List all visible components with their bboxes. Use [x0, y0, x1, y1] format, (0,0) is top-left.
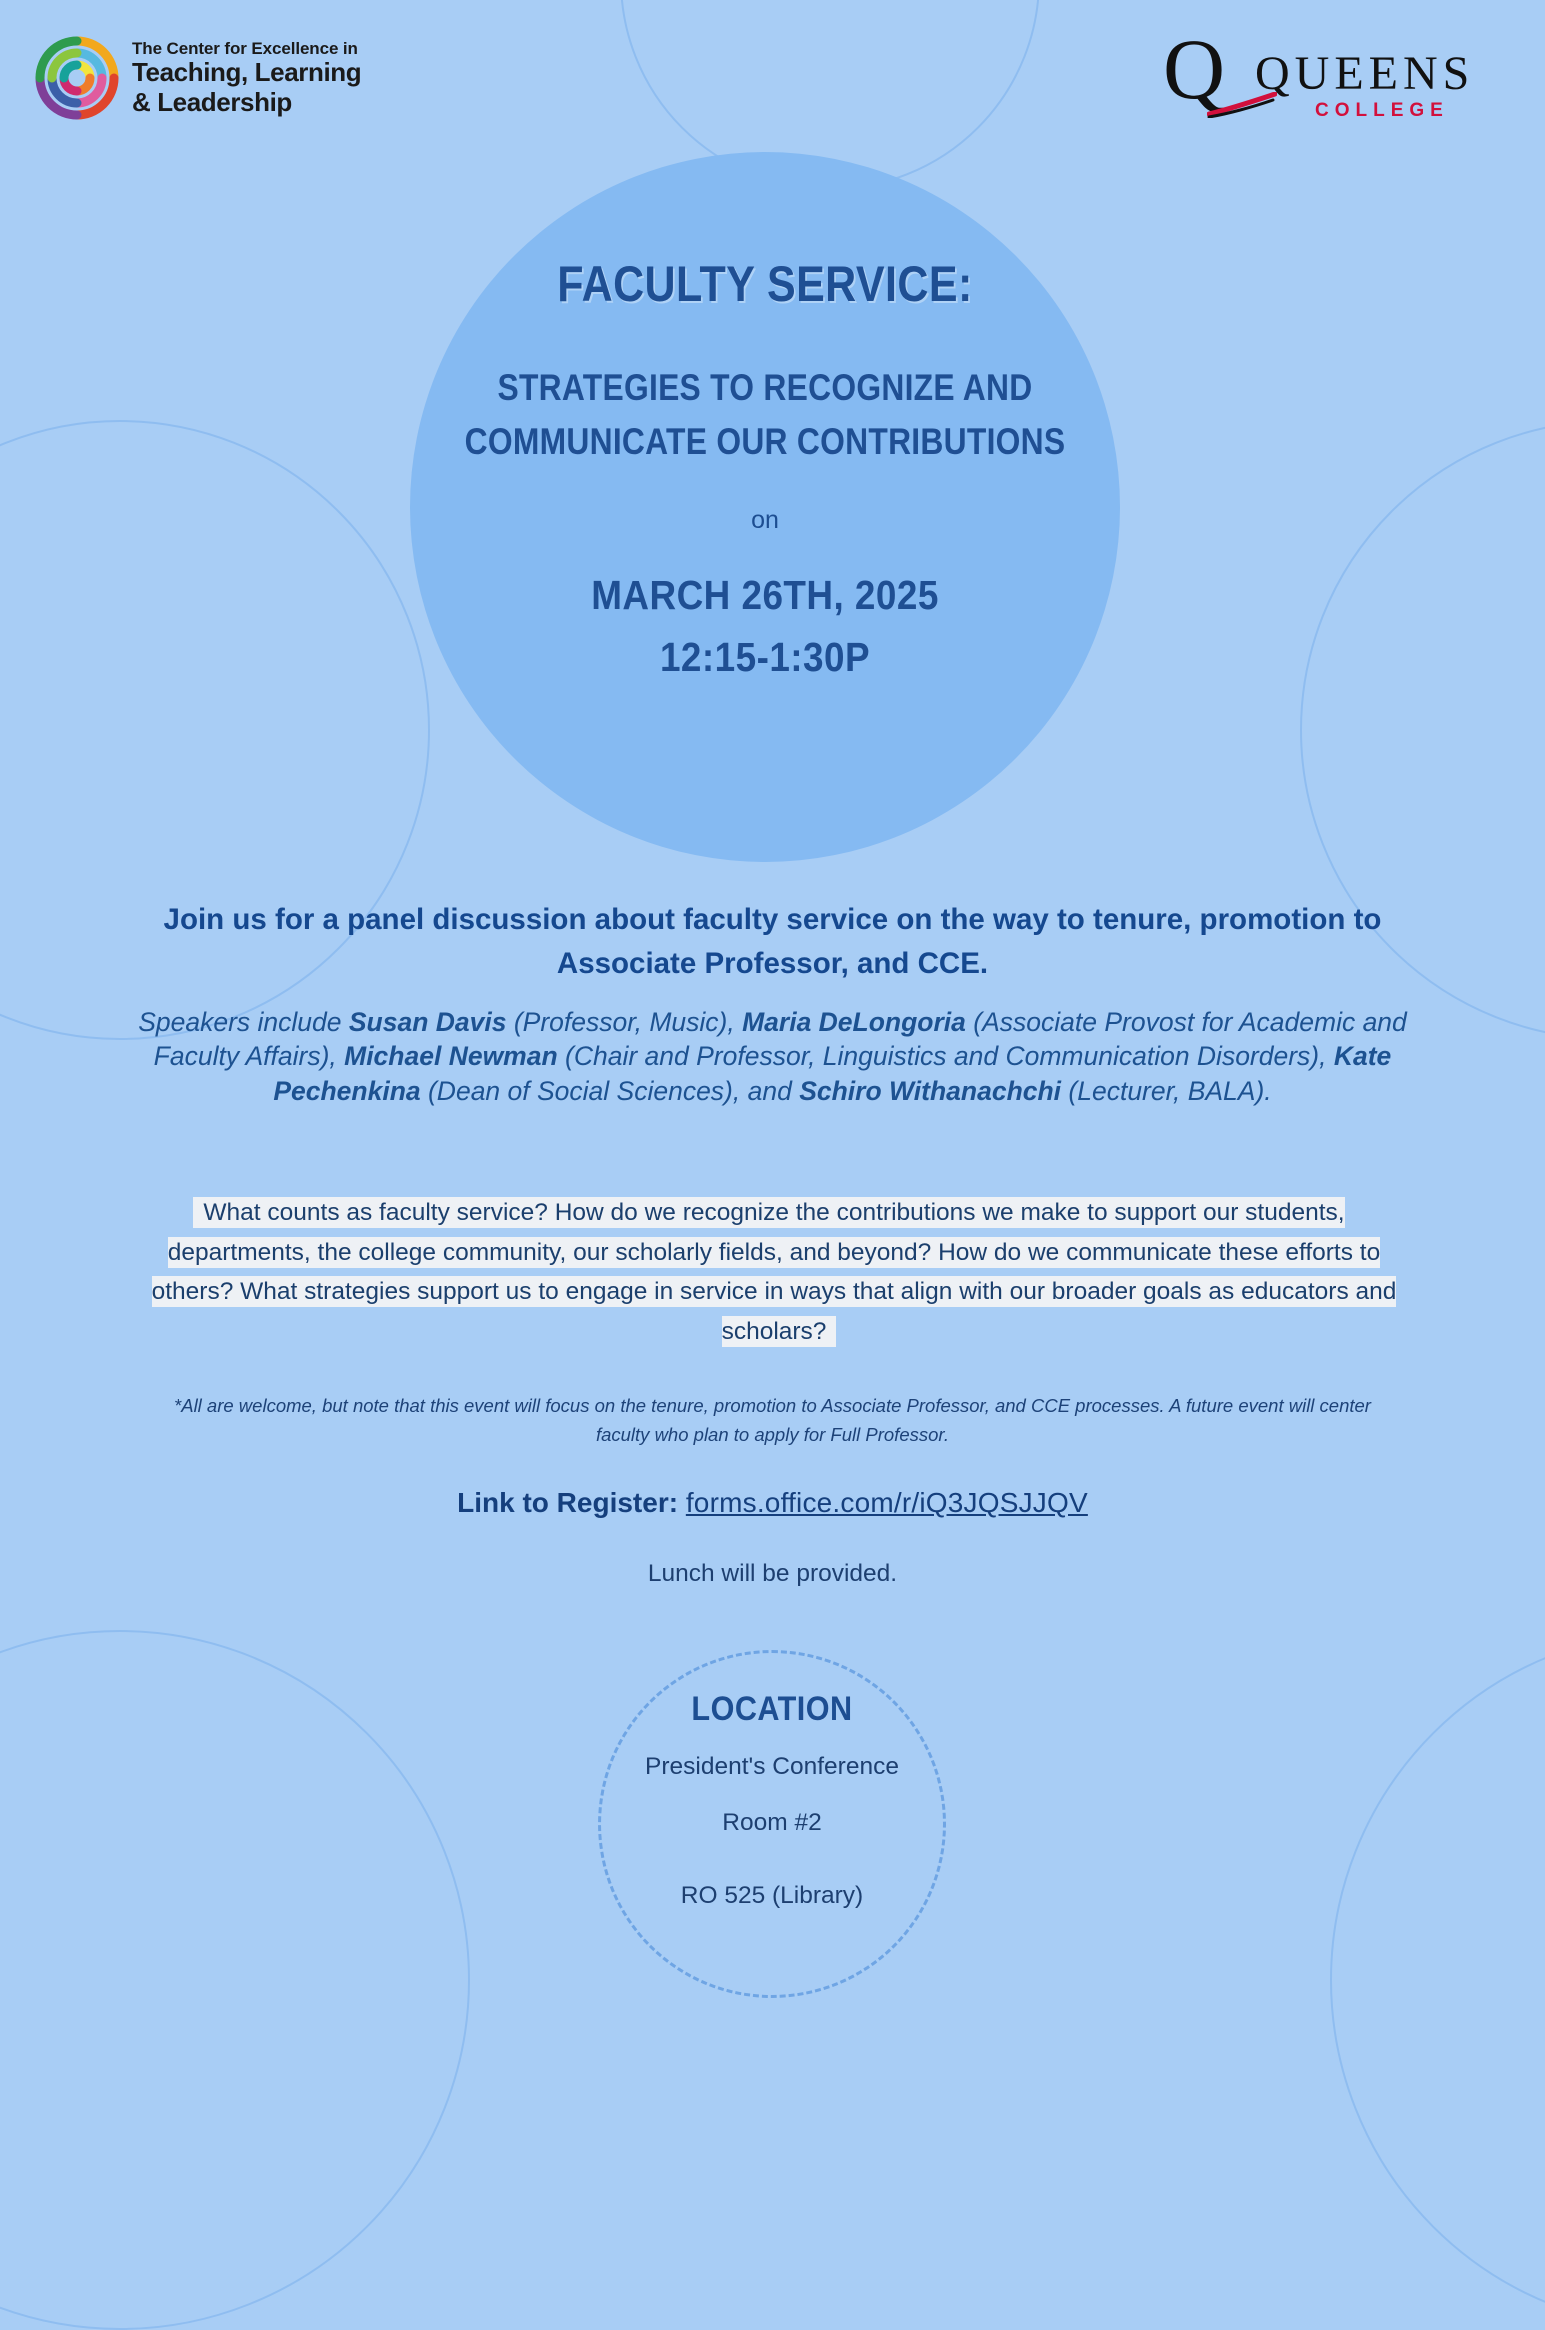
speaker-affiliation: (Associate Provost for Academic and Faculty Affairs), — [153, 1007, 1407, 1072]
speaker-affiliation: (Lecturer, BALA). — [1061, 1075, 1272, 1106]
speaker-affiliation: (Dean of Social Sciences), and — [420, 1075, 800, 1106]
connector-text: on — [751, 506, 779, 535]
register-link[interactable]: forms.office.com/r/iQ3JQSJJQV — [685, 1487, 1088, 1518]
footnote: *All are welcome, but note that this event will focus on the tenure, promotion to Associate Professor, and CCE processes. A future event will center faculty who plan to apply for Full Professor. — [174, 1395, 1371, 1445]
location-block — [580, 1690, 964, 1910]
background-circle-bottom-right — [1330, 1630, 1545, 2330]
questions-text: What counts as faculty service? How do we recognize the contributions we make to support our students, departments, the college community, our scholarly fields, and beyond? How do we communicate these efforts to others? What strategies support us to engage in service in ways that align with our broader goals as educators and scholars? — [151, 1199, 1397, 1346]
cetl-logo-text — [132, 39, 361, 118]
page-subtitle — [460, 361, 1071, 468]
queens-q-mark: Q — [1163, 21, 1226, 117]
queens-college-logo — [1163, 21, 1503, 124]
cetl-line-2: Teaching, Learning — [132, 57, 362, 88]
speaker-affiliation: (Professor, Music), — [506, 1007, 743, 1037]
questions-paragraph — [148, 1193, 1400, 1352]
hero-block — [410, 255, 1120, 688]
page-subtitle-line-1: STRATEGIES TO RECOGNIZE AND — [497, 367, 1033, 408]
speaker-name: Kate Pechenkina — [273, 1041, 1392, 1106]
swirl-icon — [34, 35, 120, 121]
registration-line — [150, 1487, 1395, 1519]
page-subtitle-line-2: COMMUNICATE OUR CONTRIBUTIONS — [464, 420, 1066, 462]
speaker-name: Michael Newman — [344, 1041, 558, 1072]
lead-paragraph: Join us for a panel discussion about faculty service on the way to tenure, promotion to Associate Professor, and CCE. — [163, 903, 1382, 981]
speaker-affiliation: (Chair and Professor, Linguistics and Communication Disorders), — [557, 1041, 1334, 1072]
event-datetime — [446, 565, 1085, 688]
background-circle-bottom-left — [0, 1630, 470, 2330]
register-label: Link to Register: — [457, 1487, 679, 1518]
location-room-line-2: Room #2 — [722, 1808, 822, 1836]
speakers-paragraph — [120, 1005, 1425, 1108]
cetl-line-1: The Center for Excellence in — [132, 38, 358, 58]
speaker-name: Schiro Withanachchi — [799, 1075, 1062, 1106]
lunch-note: Lunch will be provided. — [647, 1560, 898, 1587]
location-room-line-1: President's Conference — [645, 1753, 899, 1780]
event-time: 12:15-1:30P — [659, 633, 871, 680]
location-building: RO 525 (Library) — [680, 1882, 864, 1910]
page-title: FACULTY SERVICE: — [557, 256, 973, 312]
queens-wordmark: QUEENS — [1255, 47, 1475, 100]
cetl-logo — [34, 28, 434, 128]
college-wordmark: COLLEGE — [1315, 100, 1449, 121]
cetl-line-3: & Leadership — [132, 86, 292, 117]
location-heading: LOCATION — [691, 1690, 853, 1728]
event-date: MARCH 26TH, 2025 — [591, 572, 939, 619]
speakers-intro: Speakers include — [138, 1007, 349, 1037]
speaker-name: Maria DeLongoria — [742, 1007, 966, 1037]
speaker-name: Susan Davis — [348, 1007, 507, 1037]
